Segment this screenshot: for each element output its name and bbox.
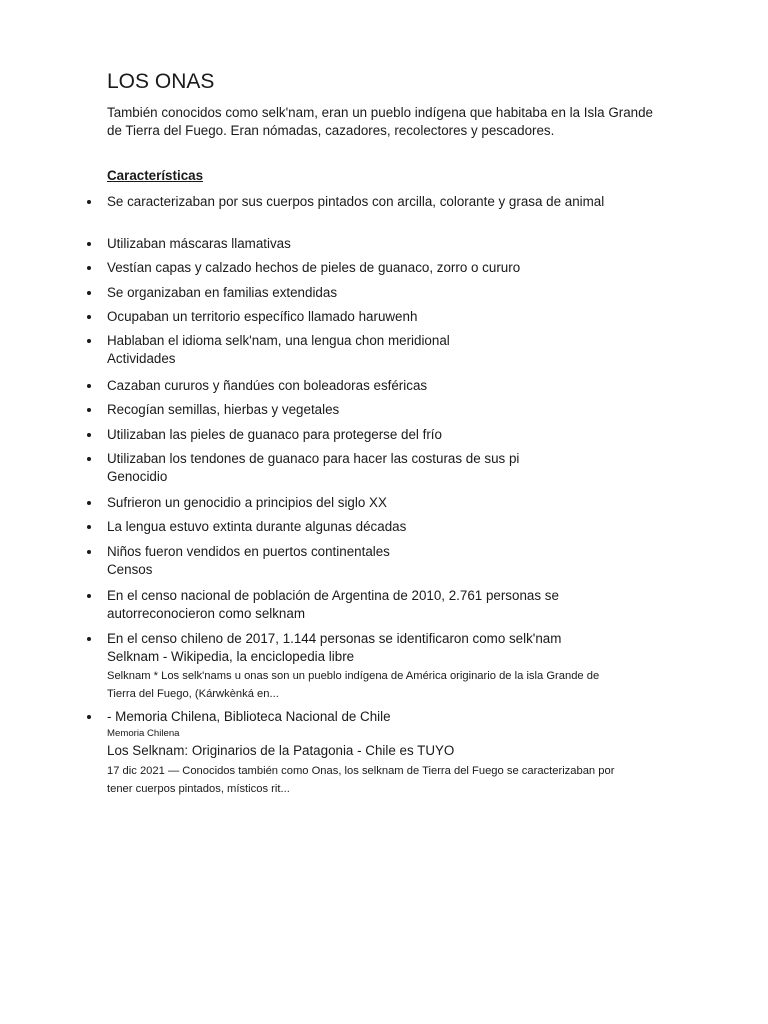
list-item [107,543,667,579]
list-item [107,426,667,444]
list-item [107,450,667,486]
list-item-text: Vestían capas y calzado hechos de pieles de guanaco, zorro o cururo [107,260,521,275]
list-item [107,193,667,211]
list-item [107,708,667,726]
section-caption: Actividades [107,351,176,366]
result-source: Memoria Chilena [107,728,180,739]
bullet-icon [87,408,91,412]
bullet-icon [87,525,91,529]
list-item [107,630,667,648]
bullet-icon [87,501,91,505]
bullet-icon [87,715,91,719]
section-heading: Características [107,168,204,183]
list-item-text: Recogían semillas, hierbas y vegetales [107,402,340,417]
bullet-icon [87,200,91,204]
list-item [107,377,667,395]
list-item-text: Hablaban el idioma selk'nam, una lengua chon meridional [107,333,450,348]
list-item [107,518,667,536]
list-item-text: Utilizaban los tendones de guanaco para hacer las costuras de sus pi [107,451,520,466]
list-item-text: La lengua estuvo extinta durante algunas décadas [107,519,407,534]
document-title: LOS ONAS [107,70,215,93]
result-heading[interactable]: Los Selknam: Originarios de la Patagonia - Chile es TUYO [107,743,455,758]
list-item-text: Utilizaban máscaras llamativas [107,236,291,251]
bullet-icon [87,315,91,319]
section-caption: Censos [107,562,153,577]
list-item [107,494,667,512]
result-snippet: 17 dic 2021 — Conocidos también como Onas, los selknam de Tierra del Fuego se caracterizaban por tener cuerpos pintados, místicos rit... [107,765,615,795]
bullet-icon [87,291,91,295]
list-item [107,259,667,277]
list-item [107,401,667,419]
bullet-icon [87,594,91,598]
list-item-text: Cazaban cururos y ñandúes con boleadoras esféricas [107,378,428,393]
list-item-text: Utilizaban las pieles de guanaco para protegerse del frío [107,427,442,442]
list-item-text: Ocupaban un territorio específico llamado haruwenh [107,309,418,324]
list-item [107,332,667,368]
bullet-icon [87,637,91,641]
list-item-text: Se caracterizaban por sus cuerpos pintados con arcilla, colorante y grasa de animal [107,194,605,209]
list-item [107,587,667,623]
bullet-icon [87,242,91,246]
list-item-text: Sufrieron un genocidio a principios del siglo XX [107,495,387,510]
intro-paragraph: También conocidos como selk'nam, eran un pueblo indígena que habitaba en la Isla Grande de Tierra del Fuego. Eran nómadas, cazadores, recolectores y pescadores. [107,105,653,138]
bullet-icon [87,457,91,461]
result-snippet: Selknam * Los selk'nams u onas son un pueblo indígena de América originario de la isla Grande de Tierra del Fuego, (Kárwkènká en... [107,670,600,700]
section-caption: Genocidio [107,469,168,484]
list-item [107,284,667,302]
list-item [107,235,667,253]
list-item-text: En el censo chileno de 2017, 1.144 personas se identificaron como selk'nam [107,631,562,646]
bullet-icon [87,384,91,388]
result-heading[interactable]: Selknam - Wikipedia, la enciclopedia libre [107,649,355,664]
list-item-text: En el censo nacional de población de Argentina de 2010, 2.761 personas se autorreconocieron como selknam [107,588,559,621]
bullet-icon [87,550,91,554]
list-item [107,308,667,326]
list-item-text: Niños fueron vendidos en puertos continentales [107,544,390,559]
bullet-icon [87,433,91,437]
bullet-icon [87,266,91,270]
list-item-text: Se organizaban en familias extendidas [107,285,338,300]
result-heading[interactable]: - Memoria Chilena, Biblioteca Nacional de Chile [107,709,391,724]
bullet-icon [87,339,91,343]
